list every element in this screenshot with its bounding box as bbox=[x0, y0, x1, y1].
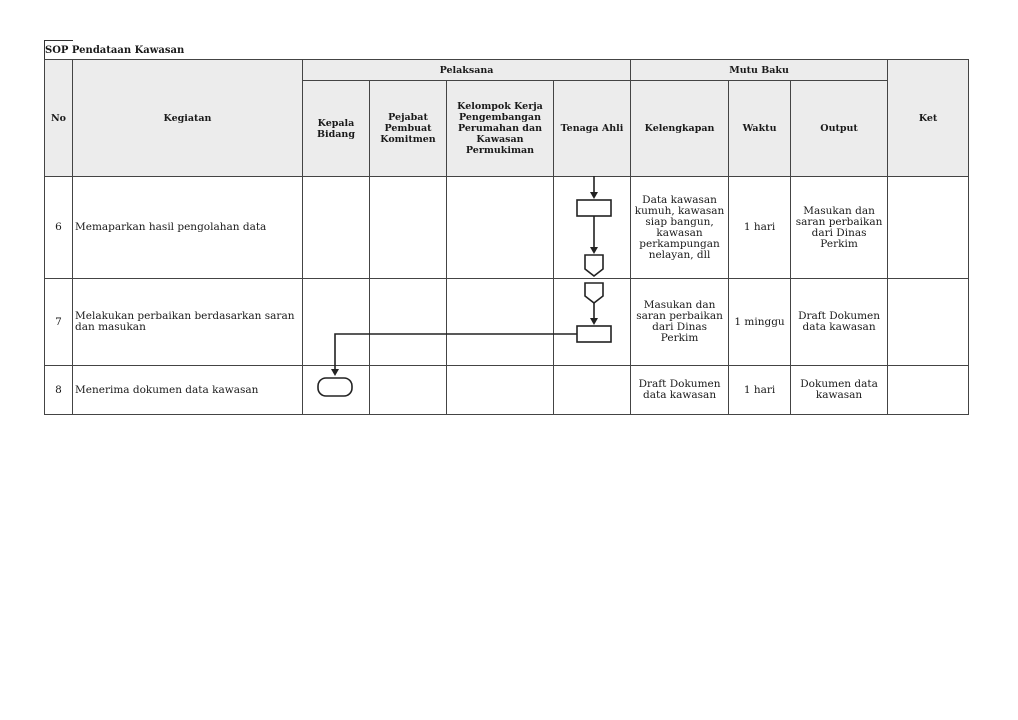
row-waktu: 1 minggu bbox=[729, 279, 791, 366]
row-kelengkapan: Masukan dan saran perbaikan dari Dinas Perkim bbox=[631, 279, 729, 366]
cell-pejabat bbox=[370, 177, 447, 279]
header-ket: Ket bbox=[888, 60, 969, 177]
header-pejabat-pembuat-komitmen: Pejabat Pembuat Komitmen bbox=[370, 81, 447, 177]
row-ket bbox=[888, 366, 969, 415]
cell-kelompok bbox=[447, 366, 554, 415]
row-output: Dokumen data kawasan bbox=[791, 366, 888, 415]
cell-kepala-bidang bbox=[303, 279, 370, 366]
row-output: Draft Dokumen data kawasan bbox=[791, 279, 888, 366]
cell-kepala-bidang bbox=[303, 177, 370, 279]
row-waktu: 1 hari bbox=[729, 366, 791, 415]
cell-pejabat bbox=[370, 279, 447, 366]
document-title: SOP Pendataan Kawasan bbox=[45, 45, 185, 56]
cell-kepala-bidang bbox=[303, 366, 370, 415]
cell-kelompok bbox=[447, 177, 554, 279]
cell-pejabat bbox=[370, 366, 447, 415]
row-no: 7 bbox=[45, 279, 73, 366]
header-no: No bbox=[45, 60, 73, 177]
cell-kelompok bbox=[447, 279, 554, 366]
row-kegiatan: Melakukan perbaikan berdasarkan saran dan masukan bbox=[73, 279, 303, 366]
row-waktu: 1 hari bbox=[729, 177, 791, 279]
header-mutu-baku: Mutu Baku bbox=[631, 60, 888, 81]
header-kelompok-kerja: Kelompok Kerja Pengembangan Perumahan dan Kawasan Permukiman bbox=[447, 81, 554, 177]
header-output: Output bbox=[791, 81, 888, 177]
row-no: 6 bbox=[45, 177, 73, 279]
row-ket bbox=[888, 177, 969, 279]
header-kepala-bidang: Kepala Bidang bbox=[303, 81, 370, 177]
cell-tenaga-ahli bbox=[554, 279, 631, 366]
row-output: Masukan dan saran perbaikan dari Dinas Perkim bbox=[791, 177, 888, 279]
header-tenaga-ahli: Tenaga Ahli bbox=[554, 81, 631, 177]
header-waktu: Waktu bbox=[729, 81, 791, 177]
table-row bbox=[45, 366, 969, 415]
title-corner-mark bbox=[44, 40, 73, 41]
row-kelengkapan: Data kawasan kumuh, kawasan siap bangun, kawasan perkampungan nelayan, dll bbox=[631, 177, 729, 279]
row-no: 8 bbox=[45, 366, 73, 415]
row-kegiatan: Menerima dokumen data kawasan bbox=[73, 366, 303, 415]
row-kelengkapan: Draft Dokumen data kawasan bbox=[631, 366, 729, 415]
table-row bbox=[45, 279, 969, 366]
sop-table bbox=[44, 59, 969, 415]
header-kelengkapan: Kelengkapan bbox=[631, 81, 729, 177]
cell-tenaga-ahli bbox=[554, 177, 631, 279]
table-row bbox=[45, 177, 969, 279]
row-ket bbox=[888, 279, 969, 366]
header-pelaksana: Pelaksana bbox=[303, 60, 631, 81]
row-kegiatan: Memaparkan hasil pengolahan data bbox=[73, 177, 303, 279]
cell-tenaga-ahli bbox=[554, 366, 631, 415]
header-kegiatan: Kegiatan bbox=[73, 60, 303, 177]
